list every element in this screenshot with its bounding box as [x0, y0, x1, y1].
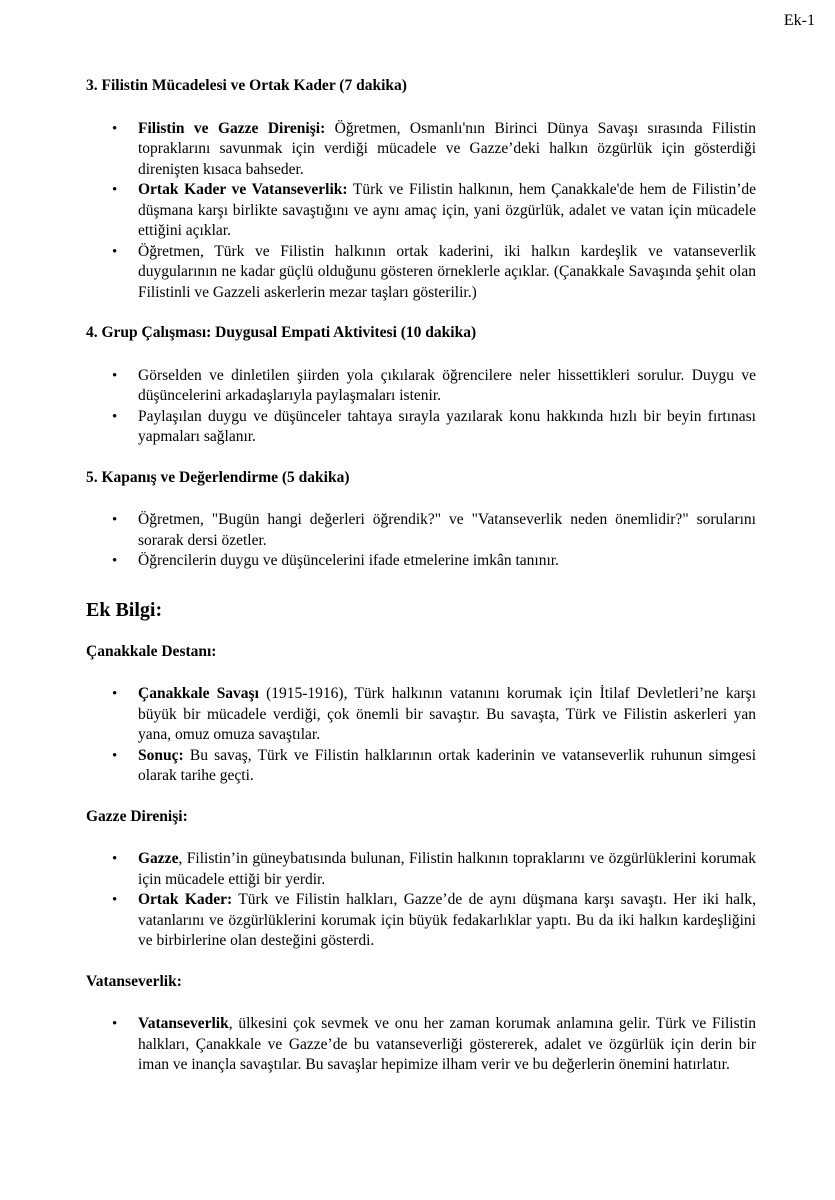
bullet-list	[86, 1014, 756, 1076]
bullet-bold-term: Gazze	[138, 850, 179, 867]
bullet-list	[86, 849, 756, 952]
bullet-text: , Filistin’in güneybatısında bulunan, Filistin halkının topraklarını ve özgürlüklerini korumak için mücadele ettiği bir yerdir.	[138, 850, 756, 888]
bullet-text: Paylaşılan duygu ve düşünceler tahtaya sırayla yazılarak konu hakkında hızlı bir beyin fırtınası yapmaları sağlanır.	[138, 407, 756, 445]
list-item	[86, 180, 756, 242]
bullet-bold-term: Ortak Kader ve Vatanseverlik:	[138, 181, 348, 198]
bullet-bold-term: Vatanseverlik	[138, 1015, 229, 1032]
list-item	[86, 746, 756, 787]
list-item	[86, 242, 756, 304]
subsection-title: Gazze Direnişi:	[86, 807, 188, 825]
section-title: 3. Filistin Mücadelesi ve Ortak Kader (7 dakika)	[86, 77, 407, 94]
bullet-text: Bu savaş, Türk ve Filistin halklarının ortak kaderinin ve vatanseverlik ruhunun simgesi olarak tarihe geçti.	[138, 746, 756, 784]
list-item	[86, 407, 756, 448]
bullet-bold-term: Sonuç:	[138, 746, 184, 764]
bullet-text: Türk ve Filistin halkları, Gazze’de de aynı düşmana karşı savaştı. Her iki halk, vatanlarını ve özgürlüklerini korumak için büyük fedakarlıklar yaptı. Bu da iki halkın kardeşliğini ve birbirlerine olan desteğini gösterdi.	[138, 891, 756, 949]
list-item	[86, 551, 756, 572]
list-item	[86, 119, 756, 181]
page-reference: Ek-1	[783, 12, 815, 29]
bullet-text: , ülkesini çok sevmek ve onu her zaman korumak anlamına gelir. Türk ve Filistin halkları, Çanakkale ve Gazze’de bu vatanseverliği göstererek, adalet ve özgürlük için derin bir iman ve inançla savaştılar. Bu savaşlar hepimize ilham verir ve bu değerlerin önemini hatırlatır.	[138, 1015, 756, 1073]
bullet-list	[86, 366, 756, 448]
bullet-list	[86, 684, 756, 787]
list-item	[86, 1014, 756, 1076]
list-item	[86, 510, 756, 551]
section-title: 4. Grup Çalışması: Duygusal Empati Aktivitesi (10 dakika)	[86, 324, 477, 341]
bullet-list	[86, 119, 756, 304]
bullet-text: Öğretmen, "Bugün hangi değerleri öğrendik?" ve "Vatanseverlik neden önemlidir?" sorularını sorarak dersi özetler.	[138, 511, 756, 549]
subsection-title: Çanakkale Destanı:	[86, 642, 217, 660]
list-item	[86, 366, 756, 407]
bullet-list	[86, 510, 756, 572]
list-item	[86, 890, 756, 952]
bullet-text: (1915-1916), Türk halkının vatanını korumak için İtilaf Devletleri’ne karşı büyük bir mücadele verdiği, çok önemli bir savaştır. Bu savaşta, Türk ve Filistin askerleri yan yana, omuz omuza savaştılar.	[138, 685, 756, 743]
bullet-bold-term: Ortak Kader:	[138, 891, 233, 908]
bullet-bold-term: Filistin ve Gazze Direnişi:	[138, 119, 326, 137]
list-item	[86, 849, 756, 890]
subsection-title: Vatanseverlik:	[86, 972, 182, 990]
bullet-text: Görselden ve dinletilen şiirden yola çıkılarak öğrencilere neler hissettikleri sorulur. Duygu ve düşüncelerini arkadaşlarıyla paylaşmaları istenir.	[138, 366, 756, 404]
list-item	[86, 684, 756, 746]
document-body	[86, 76, 756, 1076]
section-title: 5. Kapanış ve Değerlendirme (5 dakika)	[86, 468, 350, 486]
extra-info-heading: Ek Bilgi:	[86, 598, 163, 621]
bullet-text: Türk ve Filistin halkının, hem Çanakkale'de hem de Filistin’de düşmana karşı birlikte savaştığını ve aynı amaç için, yani özgürlük, adalet ve vatan için mücadele ettiğini açıklar.	[138, 181, 756, 239]
bullet-bold-term: Çanakkale Savaşı	[138, 685, 259, 702]
bullet-text: Öğrencilerin duygu ve düşüncelerini ifade etmelerine imkân tanınır.	[138, 552, 559, 569]
bullet-text: Öğretmen, Türk ve Filistin halkının ortak kaderini, iki halkın kardeşlik ve vatanseverlik duygularının ne kadar güçlü olduğunu gösteren örneklerle açıklar. (Çanakkale Savaşında şehit olan Filistinli ve Gazzeli askerlerin mezar taşları gösterilir.)	[138, 242, 756, 301]
bullet-text: Öğretmen, Osmanlı'nın Birinci Dünya Savaşı sırasında Filistin topraklarını savunmak için verdiği mücadele ve Gazze’deki halkın özgürlük için gösterdiği direnişten kısaca bahseder.	[138, 119, 756, 178]
